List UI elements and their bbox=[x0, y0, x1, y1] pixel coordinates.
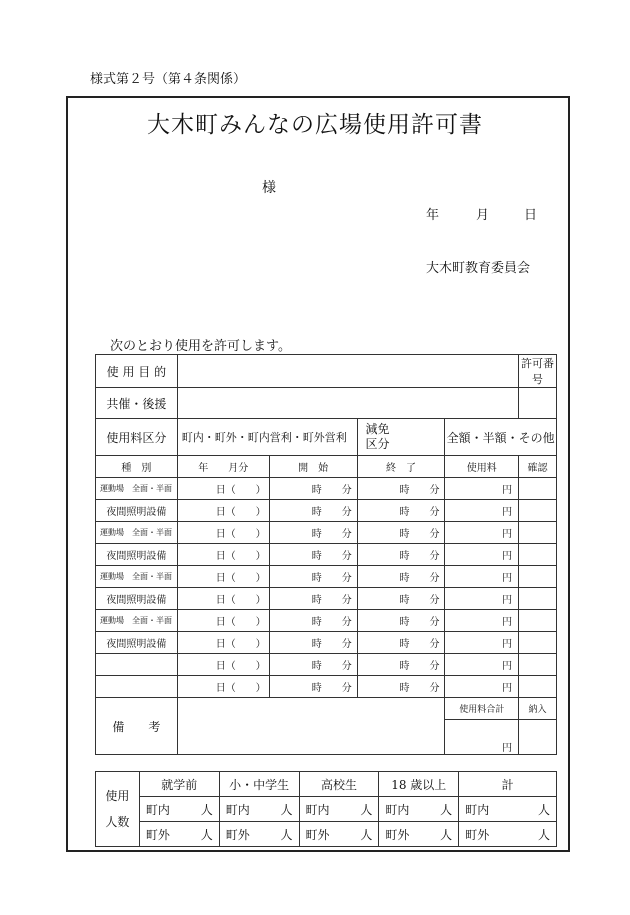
row-end-time[interactable] bbox=[357, 610, 445, 632]
row-confirm[interactable] bbox=[519, 654, 557, 676]
table-row bbox=[96, 544, 557, 566]
row-day[interactable]: 日（ ） bbox=[177, 654, 269, 676]
row-type: 運動場 全面・半面 bbox=[96, 610, 178, 632]
hour-unit: 時 bbox=[311, 639, 322, 650]
count-town-out[interactable]: 町外 人 bbox=[299, 822, 379, 847]
minute-unit: 分 bbox=[341, 683, 352, 694]
count-town-in[interactable]: 町内 人 bbox=[139, 797, 219, 822]
row-type bbox=[96, 654, 178, 676]
row-type: 夜間照明設備 bbox=[96, 632, 178, 654]
minute-unit: 分 bbox=[429, 595, 440, 606]
paid-value[interactable] bbox=[519, 720, 557, 755]
issuer: 大木町教育委員会 bbox=[426, 261, 531, 276]
row-day[interactable]: 日（ ） bbox=[177, 544, 269, 566]
column-type: 種 別 bbox=[96, 456, 178, 478]
row-confirm[interactable] bbox=[519, 632, 557, 654]
minute-unit: 分 bbox=[341, 551, 352, 562]
row-end-time[interactable] bbox=[357, 632, 445, 654]
addressee-suffix: 様 bbox=[262, 180, 276, 196]
hour-unit: 時 bbox=[399, 683, 410, 694]
row-start-time[interactable] bbox=[269, 654, 357, 676]
count-town-in[interactable]: 町内 人 bbox=[299, 797, 379, 822]
purpose-label: 使 用 目 的 bbox=[96, 355, 178, 388]
hour-unit: 時 bbox=[311, 507, 322, 518]
hour-unit: 時 bbox=[399, 573, 410, 584]
cohost-label: 共催・後援 bbox=[96, 388, 178, 419]
hour-unit: 時 bbox=[399, 617, 410, 628]
row-day[interactable]: 日（ ） bbox=[177, 478, 269, 500]
category-high-school: 高校生 bbox=[299, 772, 379, 797]
category-preschool: 就学前 bbox=[139, 772, 219, 797]
row-start-time[interactable] bbox=[269, 522, 357, 544]
table-row bbox=[96, 676, 557, 698]
row-confirm[interactable] bbox=[519, 500, 557, 522]
row-fee[interactable]: 円 bbox=[445, 676, 519, 698]
minute-unit: 分 bbox=[341, 595, 352, 606]
column-start: 開 始 bbox=[269, 456, 357, 478]
notice-text: 次のとおり使用を許可します。 bbox=[110, 339, 291, 354]
row-day[interactable]: 日（ ） bbox=[177, 522, 269, 544]
hour-unit: 時 bbox=[311, 573, 322, 584]
hour-unit: 時 bbox=[399, 661, 410, 672]
column-end: 終 了 bbox=[357, 456, 445, 478]
row-fee[interactable]: 円 bbox=[445, 632, 519, 654]
count-town-in[interactable]: 町内 人 bbox=[459, 797, 557, 822]
table-row bbox=[96, 610, 557, 632]
row-day[interactable]: 日（ ） bbox=[177, 632, 269, 654]
permit-number-label: 許可番号 bbox=[519, 355, 557, 388]
date-month: 月 bbox=[476, 208, 490, 223]
minute-unit: 分 bbox=[429, 573, 440, 584]
row-end-time[interactable] bbox=[357, 500, 445, 522]
row-start-time[interactable] bbox=[269, 544, 357, 566]
remarks-value[interactable] bbox=[177, 698, 445, 755]
category-elem-junior: 小・中学生 bbox=[219, 772, 299, 797]
minute-unit: 分 bbox=[341, 639, 352, 650]
table-row bbox=[96, 478, 557, 500]
date-day: 日 bbox=[524, 208, 538, 223]
row-end-time[interactable] bbox=[357, 654, 445, 676]
minute-unit: 分 bbox=[341, 573, 352, 584]
hour-unit: 時 bbox=[311, 683, 322, 694]
hour-unit: 時 bbox=[311, 595, 322, 606]
hour-unit: 時 bbox=[399, 485, 410, 496]
hour-unit: 時 bbox=[399, 639, 410, 650]
minute-unit: 分 bbox=[341, 485, 352, 496]
count-town-in[interactable]: 町内 人 bbox=[219, 797, 299, 822]
cohost-value[interactable] bbox=[177, 388, 518, 419]
count-town-out[interactable]: 町外 人 bbox=[379, 822, 459, 847]
column-fee: 使用料 bbox=[445, 456, 519, 478]
row-type bbox=[96, 676, 178, 698]
fee-category-label: 使用料区分 bbox=[96, 419, 178, 456]
row-start-time[interactable] bbox=[269, 500, 357, 522]
table-row bbox=[96, 632, 557, 654]
minute-unit: 分 bbox=[429, 639, 440, 650]
minute-unit: 分 bbox=[429, 507, 440, 518]
row-fee[interactable]: 円 bbox=[445, 654, 519, 676]
date-year: 年 bbox=[426, 208, 440, 223]
row-day[interactable]: 日（ ） bbox=[177, 566, 269, 588]
table-row bbox=[96, 566, 557, 588]
hour-unit: 時 bbox=[399, 551, 410, 562]
fee-total-value[interactable]: 円 bbox=[445, 720, 519, 755]
minute-unit: 分 bbox=[429, 617, 440, 628]
row-fee[interactable]: 円 bbox=[445, 566, 519, 588]
row-confirm[interactable] bbox=[519, 478, 557, 500]
row-end-time[interactable] bbox=[357, 544, 445, 566]
row-end-time[interactable] bbox=[357, 566, 445, 588]
page-title: 大木町みんなの広場使用許可書 bbox=[147, 112, 483, 138]
row-type: 夜間照明設備 bbox=[96, 588, 178, 610]
row-fee[interactable]: 円 bbox=[445, 500, 519, 522]
table-row bbox=[96, 588, 557, 610]
row-fee[interactable]: 円 bbox=[445, 478, 519, 500]
hour-unit: 時 bbox=[311, 485, 322, 496]
minute-unit: 分 bbox=[341, 617, 352, 628]
category-18-plus: 18 歳以上 bbox=[379, 772, 459, 797]
reduction-label: 減免 区分 bbox=[357, 419, 445, 456]
minute-unit: 分 bbox=[429, 485, 440, 496]
row-type: 運動場 全面・半面 bbox=[96, 566, 178, 588]
row-confirm[interactable] bbox=[519, 588, 557, 610]
row-end-time[interactable] bbox=[357, 522, 445, 544]
minute-unit: 分 bbox=[429, 683, 440, 694]
hour-unit: 時 bbox=[399, 595, 410, 606]
row-type: 夜間照明設備 bbox=[96, 500, 178, 522]
row-day[interactable]: 日（ ） bbox=[177, 676, 269, 698]
row-fee[interactable]: 円 bbox=[445, 522, 519, 544]
row-start-time[interactable] bbox=[269, 566, 357, 588]
row-fee[interactable]: 円 bbox=[445, 588, 519, 610]
minute-unit: 分 bbox=[341, 507, 352, 518]
row-day[interactable]: 日（ ） bbox=[177, 610, 269, 632]
row-end-time[interactable] bbox=[357, 588, 445, 610]
minute-unit: 分 bbox=[429, 551, 440, 562]
row-end-time[interactable] bbox=[357, 478, 445, 500]
reduction-options[interactable]: 全額・半額・その他 bbox=[445, 419, 557, 456]
row-start-time[interactable] bbox=[269, 632, 357, 654]
row-day[interactable]: 日（ ） bbox=[177, 500, 269, 522]
row-end-time[interactable] bbox=[357, 676, 445, 698]
count-town-out[interactable]: 町外 人 bbox=[459, 822, 557, 847]
row-confirm[interactable] bbox=[519, 610, 557, 632]
category-total: 計 bbox=[459, 772, 557, 797]
form-number: 様式第２号（第４条関係） bbox=[90, 72, 247, 87]
column-date: 年 月分 bbox=[177, 456, 269, 478]
minute-unit: 分 bbox=[341, 529, 352, 540]
minute-unit: 分 bbox=[341, 661, 352, 672]
row-start-time[interactable] bbox=[269, 478, 357, 500]
fee-total-label: 使用料合計 bbox=[445, 698, 519, 720]
remarks-label: 備 考 bbox=[96, 698, 178, 755]
minute-unit: 分 bbox=[429, 661, 440, 672]
hour-unit: 時 bbox=[311, 617, 322, 628]
table-row bbox=[96, 654, 557, 676]
count-town-out[interactable]: 町外 人 bbox=[139, 822, 219, 847]
hour-unit: 時 bbox=[311, 661, 322, 672]
table-row bbox=[96, 522, 557, 544]
row-confirm[interactable] bbox=[519, 676, 557, 698]
row-fee[interactable]: 円 bbox=[445, 544, 519, 566]
count-town-in[interactable]: 町内 人 bbox=[379, 797, 459, 822]
paid-label: 納入 bbox=[519, 698, 557, 720]
row-day[interactable]: 日（ ） bbox=[177, 588, 269, 610]
row-confirm[interactable] bbox=[519, 522, 557, 544]
purpose-value[interactable] bbox=[177, 355, 518, 388]
fee-category-options[interactable]: 町内・町外・町内営利・町外営利 bbox=[177, 419, 357, 456]
user-count-label: 使用 人数 bbox=[96, 772, 140, 847]
hour-unit: 時 bbox=[399, 507, 410, 518]
hour-unit: 時 bbox=[311, 529, 322, 540]
row-confirm[interactable] bbox=[519, 544, 557, 566]
row-start-time[interactable] bbox=[269, 676, 357, 698]
permit-number-value[interactable] bbox=[519, 388, 557, 419]
usage-table bbox=[95, 354, 557, 755]
row-type: 運動場 全面・半面 bbox=[96, 522, 178, 544]
row-confirm[interactable] bbox=[519, 566, 557, 588]
row-fee[interactable]: 円 bbox=[445, 610, 519, 632]
count-town-out[interactable]: 町外 人 bbox=[219, 822, 299, 847]
row-type: 運動場 全面・半面 bbox=[96, 478, 178, 500]
table-row bbox=[96, 500, 557, 522]
row-start-time[interactable] bbox=[269, 610, 357, 632]
minute-unit: 分 bbox=[429, 529, 440, 540]
row-start-time[interactable] bbox=[269, 588, 357, 610]
user-count-table bbox=[95, 771, 557, 847]
column-confirm: 確認 bbox=[519, 456, 557, 478]
hour-unit: 時 bbox=[399, 529, 410, 540]
hour-unit: 時 bbox=[311, 551, 322, 562]
row-type: 夜間照明設備 bbox=[96, 544, 178, 566]
